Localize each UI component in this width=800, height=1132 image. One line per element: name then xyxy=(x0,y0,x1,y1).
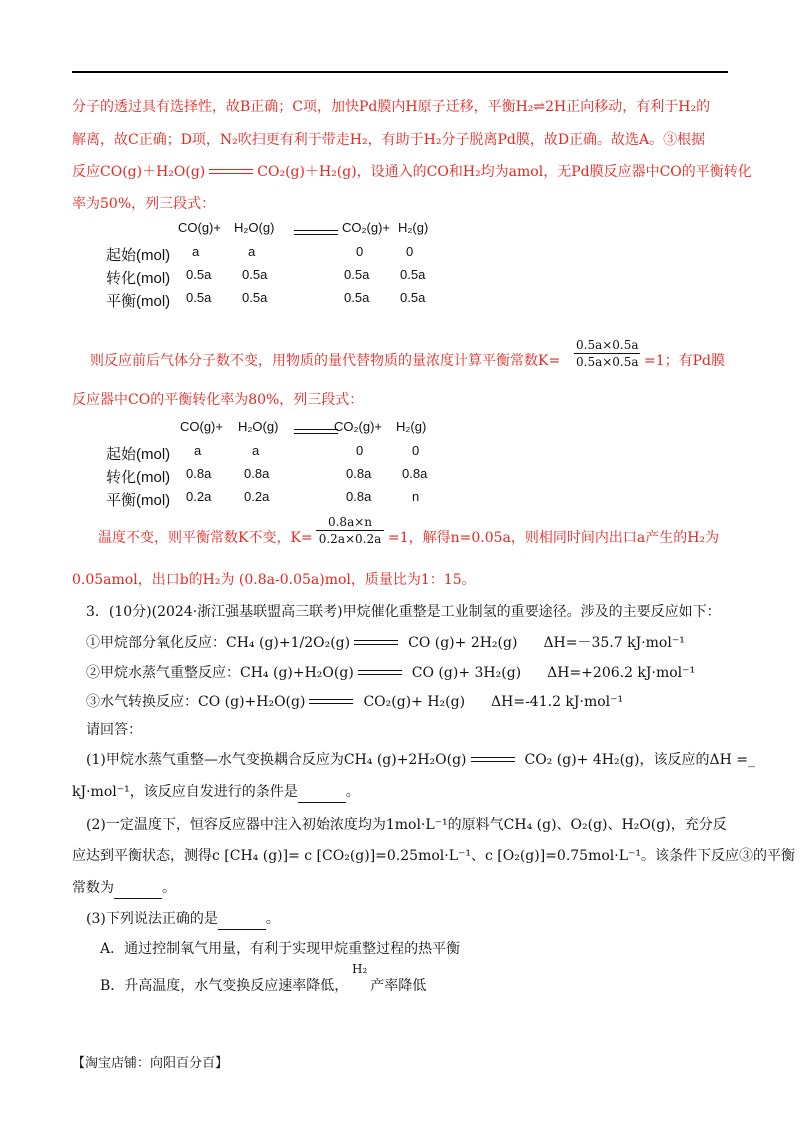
table-cell: a xyxy=(192,244,200,259)
table-cell: a xyxy=(194,443,202,458)
answer-blank[interactable] xyxy=(218,909,266,930)
row-label: 起始(mol) xyxy=(106,446,171,463)
fraction-bar xyxy=(316,530,384,531)
reaction-1-enthalpy: ΔH=－35.7 kJ·mol⁻¹ xyxy=(543,635,685,651)
table-cell: 0.5a xyxy=(400,290,426,305)
fraction-denominator: 0.2a×0.2a xyxy=(318,532,382,546)
three-stage-table-1 xyxy=(106,220,466,310)
sq1-end: 。 xyxy=(345,784,360,800)
table-row xyxy=(106,443,466,463)
table-cell: 0.8a xyxy=(346,489,372,504)
table-cell: 0.5a xyxy=(242,267,268,282)
reaction-left: 反应CO(g)＋H₂O(g) xyxy=(72,164,206,180)
table-header-cell: H₂(g) xyxy=(398,220,429,235)
reaction-2-left: ②甲烷水蒸气重整反应：CH₄ (g)+H₂O(g) xyxy=(86,665,354,681)
reaction-1-left: ①甲烷部分氧化反应：CH₄ (g)+1/2O₂(g) xyxy=(86,635,351,651)
reaction-2-right: CO (g)+ 3H₂(g) xyxy=(411,665,522,681)
table-cell: 0 xyxy=(356,443,364,458)
row-label: 平衡(mol) xyxy=(106,492,171,509)
sq2-end: 。 xyxy=(162,880,176,896)
equilibrium-arrow-icon xyxy=(209,167,253,177)
reaction-2-enthalpy: ΔH=+206.2 kJ·mol⁻¹ xyxy=(547,665,696,681)
row-label: 转化(mol) xyxy=(106,469,171,486)
answer-blank[interactable] xyxy=(114,878,162,899)
table-header-cell: CO(g)+ xyxy=(178,220,221,235)
subquestion-2-line-3 xyxy=(72,878,176,899)
reaction-3-enthalpy: ΔH=-41.2 kJ·mol⁻¹ xyxy=(491,694,624,710)
option-b[interactable] xyxy=(100,976,426,996)
reaction-3-right: CO₂(g)+ H₂(g) xyxy=(363,694,466,710)
table-cell: 0.5a xyxy=(344,267,370,282)
three-stage-table-2 xyxy=(106,419,466,509)
row-label: 转化(mol) xyxy=(106,270,171,287)
fraction-numerator: 0.5a×0.5a xyxy=(576,338,639,352)
table-row xyxy=(106,290,466,310)
answer-line-5: 则反应前后气体分子数不变，用物质的量代替物质的量浓度计算平衡常数K= xyxy=(90,353,561,369)
table-header xyxy=(106,220,466,240)
reaction-1-right: CO (g)+ 2H₂(g) xyxy=(408,635,518,651)
sq1-condition: kJ·mol⁻¹，该反应自发进行的条件是 xyxy=(72,784,298,800)
sq3-end: 。 xyxy=(265,911,280,927)
table-header-cell: CO₂(g)+ xyxy=(342,220,391,235)
answer-line-8: 0.05amol，出口b的H₂为 (0.8a-0.05a)mol，质量比为1：15。 xyxy=(72,572,476,588)
table-row xyxy=(106,244,466,264)
ask-label: 请回答： xyxy=(86,722,142,738)
subquestion-1-line-1 xyxy=(86,750,755,770)
table-row xyxy=(106,466,466,486)
table-cell: 0.5a xyxy=(242,290,268,305)
table-cell: 0.8a xyxy=(244,466,270,481)
row-label: 起始(mol) xyxy=(106,247,171,264)
option-b-text-2: 产率降低 xyxy=(370,978,427,994)
answer-line-2: 解离，故C正确；D项，N₂吹扫更有利于带走H₂，有助于H₂分子脱离Pd膜，故D正确。故选A。③根据 xyxy=(72,132,706,148)
table-header-cell: H₂O(g) xyxy=(234,220,275,235)
subquestion-2-line-2: 应达到平衡状态，测得c [CH₄ (g)]= c [CO₂(g)]=0.25mol·L⁻¹、c [O₂(g)]=0.75mol·L⁻¹。该条件下反应③的平衡 xyxy=(72,848,796,864)
footer-shop: 【淘宝店铺：向阳百分百】 xyxy=(72,1056,229,1071)
table-header-cell: H₂O(g) xyxy=(238,419,279,434)
answer-line-7: 温度不变，则平衡常数K不变，K= xyxy=(98,530,313,546)
answer-line-5b: =1；有Pd膜 xyxy=(644,353,726,369)
reaction-right: CO₂(g)＋H₂(g)，设通入的CO和H₂均为amol，无Pd膜反应器中CO的平衡转化 xyxy=(257,164,752,180)
fraction-denominator: 0.5a×0.5a xyxy=(576,355,639,369)
table-cell: 0.5a xyxy=(186,290,212,305)
table-row xyxy=(106,489,466,509)
table-cell: n xyxy=(412,489,420,504)
fraction-numerator: 0.8a×n xyxy=(327,515,373,529)
equilibrium-constant-fraction-1 xyxy=(574,338,640,369)
subquestion-2-line-1: (2)一定温度下，恒容反应器中注入初始浓度均为1mol·L⁻¹的原料气CH₄ (g)、O₂(g)、H₂O(g)，充分反 xyxy=(86,817,727,833)
table-header-cell: H₂(g) xyxy=(396,419,427,434)
equilibrium-arrow-icon xyxy=(471,755,515,765)
sq2-label: 常数为 xyxy=(72,880,114,896)
answer-line-6: 反应器中CO的平衡转化率为80%，列三段式： xyxy=(72,392,364,408)
table-header-cell: CO(g)+ xyxy=(180,419,223,434)
equilibrium-arrow-icon xyxy=(358,668,402,678)
table-header-cell: CO₂(g)+ xyxy=(334,419,383,434)
equilibrium-arrow-icon xyxy=(354,638,398,648)
question-3-title: 3．(10分)(2024·浙江强基联盟高三联考)甲烷催化重整是工业制氢的重要途径。涉及的主要反应如下： xyxy=(86,604,721,620)
equilibrium-arrow-icon xyxy=(309,697,353,707)
equilibrium-arrow-icon xyxy=(294,228,338,238)
table-cell: a xyxy=(252,443,260,458)
table-cell: 0.8a xyxy=(402,466,428,481)
option-a[interactable]: A．通过控制氧气用量，有利于实现甲烷重整过程的热平衡 xyxy=(100,941,461,957)
table-cell: 0.5a xyxy=(344,290,370,305)
table-cell: 0 xyxy=(412,443,420,458)
answer-line-1: 分子的透过具有选择性，故B正确；C项，加快Pd膜内H原子迁移，平衡H₂⇌2H正向移动，有利于H₂的 xyxy=(72,99,711,115)
table-cell: 0.5a xyxy=(400,267,426,282)
table-row xyxy=(106,267,466,287)
answer-blank[interactable] xyxy=(298,782,346,803)
table-cell: 0 xyxy=(406,244,414,259)
sq1-right: CO₂ (g)+ 4H₂(g)，该反应的ΔH =_ xyxy=(524,752,755,768)
equilibrium-arrow-icon xyxy=(294,427,338,437)
table-cell: 0.8a xyxy=(186,466,212,481)
sq1-left: (1)甲烷水蒸气重整—水气变换耦合反应为CH₄ (g)+2H₂O(g) xyxy=(86,752,467,768)
header-rule xyxy=(72,71,728,73)
option-b-h2-label: H₂ xyxy=(352,962,368,976)
answer-line-7b: =1，解得n=0.05a，则相同时间内出口a产生的H₂为 xyxy=(388,530,720,546)
reaction-3-left: ③水气转换反应：CO (g)+H₂O(g) xyxy=(86,694,306,710)
reaction-1 xyxy=(86,633,685,653)
reaction-3 xyxy=(86,692,623,712)
fraction-bar xyxy=(574,353,640,354)
answer-line-3 xyxy=(72,162,752,182)
subquestion-3 xyxy=(86,909,280,930)
option-b-text: B．升高温度，水气变换反应速率降低， xyxy=(100,978,349,994)
sq3-label: (3)下列说法正确的是 xyxy=(86,911,218,927)
table-header xyxy=(106,419,466,439)
table-cell: 0.2a xyxy=(186,489,212,504)
table-cell: 0 xyxy=(356,244,364,259)
table-cell: 0.5a xyxy=(186,267,212,282)
row-label: 平衡(mol) xyxy=(106,293,171,310)
table-cell: a xyxy=(248,244,256,259)
answer-line-4: 率为50%，列三段式： xyxy=(72,196,216,212)
equilibrium-constant-fraction-2 xyxy=(316,515,384,546)
reaction-2 xyxy=(86,663,695,683)
table-cell: 0.8a xyxy=(346,466,372,481)
subquestion-1-line-2 xyxy=(72,782,360,803)
table-cell: 0.2a xyxy=(244,489,270,504)
